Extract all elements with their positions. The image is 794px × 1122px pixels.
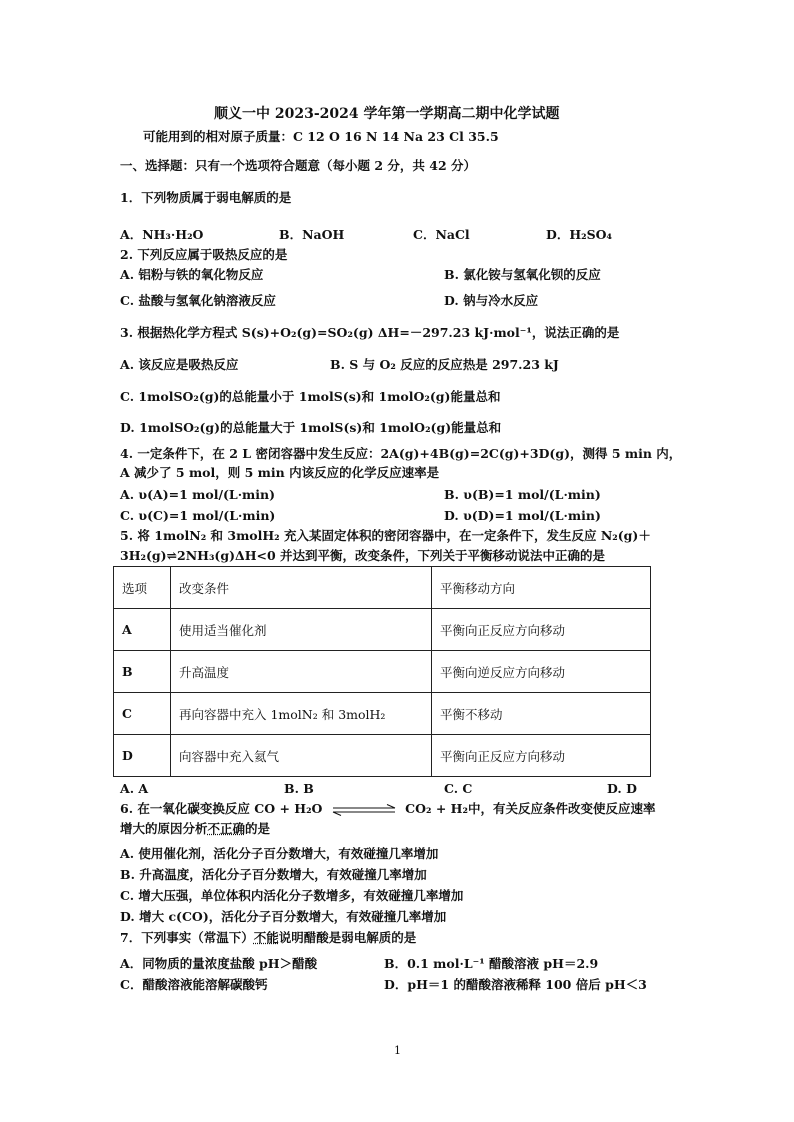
table-cell: 使用适当催化剂 xyxy=(171,609,432,651)
table-cell: 平衡向逆反应方向移动 xyxy=(432,651,651,693)
q7-stem xyxy=(120,930,416,946)
q7-option-a: A．同物质的量浓度盐酸 pH＞醋酸 xyxy=(120,956,318,971)
q5-option-d: D. D xyxy=(607,781,637,796)
q4-option-a: A. υ(A)=1 mol/(L·min) xyxy=(120,487,276,502)
q2-option-d: D. 钠与冷水反应 xyxy=(444,293,539,308)
q4-stem-line2: A 减少了 5 mol，则 5 min 内该反应的化学反应速率是 xyxy=(120,465,440,480)
table-row xyxy=(114,735,651,777)
q6-option-d: D. 增大 c(CO)，活化分子百分数增大，有效碰撞几率增加 xyxy=(120,909,447,924)
table-cell: B xyxy=(114,651,171,693)
q1-option-d: D．H₂SO₄ xyxy=(546,227,613,242)
q6-stem2-emphasis: 不正确 xyxy=(207,821,246,836)
q6-stem2-pre: 增大的原因分析 xyxy=(120,821,208,836)
q3-stem: 3. 根据热化学方程式 S(s)+O₂(g)=SO₂(g) ΔH=－297.23 kJ·mol⁻¹，说法正确的是 xyxy=(120,325,620,340)
q6-stem-post: CO₂ + H₂中，有关反应条件改变使反应速率 xyxy=(405,801,656,816)
atomic-masses: 可能用到的相对原子质量：C 12 O 16 N 14 Na 23 Cl 35.5 xyxy=(143,129,499,144)
table-cell: A xyxy=(114,609,171,651)
q6-option-c: C. 增大压强，单位体积内活化分子数增多，有效碰撞几率增加 xyxy=(120,888,464,903)
table-cell: D xyxy=(114,735,171,777)
table-row xyxy=(114,693,651,735)
q6-stem-line1 xyxy=(120,801,655,817)
q4-option-c: C. υ(C)=1 mol/(L·min) xyxy=(120,508,276,523)
q6-stem-line2 xyxy=(120,821,270,837)
table-header-cell: 选项 xyxy=(114,567,171,609)
q3-option-c: C. 1molSO₂(g)的总能量小于 1molS(s)和 1molO₂(g)能量总和 xyxy=(120,389,501,404)
q7-stem-post: 说明醋酸是弱电解质的是 xyxy=(278,930,417,945)
table-cell: C xyxy=(114,693,171,735)
q4-option-d: D. υ(D)=1 mol/(L·min) xyxy=(444,508,601,523)
table-row xyxy=(114,609,651,651)
page-title: 顺义一中 2023-2024 学年第一学期高二期中化学试题 xyxy=(214,106,560,122)
q1-option-b: B．NaOH xyxy=(279,227,345,242)
q5-table xyxy=(113,566,651,777)
q3-option-b: B. S 与 O₂ 反应的反应热是 297.23 kJ xyxy=(330,357,559,372)
q6-stem-pre: 6. 在一氧化碳变换反应 CO + H₂O xyxy=(120,801,323,816)
q4-option-b: B. υ(B)=1 mol/(L·min) xyxy=(444,487,601,502)
section-heading: 一、选择题：只有一个选项符合题意（每小题 2 分，共 42 分） xyxy=(120,158,477,173)
q3-option-d: D. 1molSO₂(g)的总能量大于 1molS(s)和 1molO₂(g)能量总和 xyxy=(120,420,502,435)
q1-option-a: A．NH₃·H₂O xyxy=(120,227,204,242)
table-header-cell: 改变条件 xyxy=(171,567,432,609)
q7-option-b: B．0.1 mol·L⁻¹ 醋酸溶液 pH＝2.9 xyxy=(384,956,599,971)
q7-stem-emphasis: 不能 xyxy=(253,930,279,945)
table-row xyxy=(114,651,651,693)
table-header-cell: 平衡移动方向 xyxy=(432,567,651,609)
table-cell: 平衡向正反应方向移动 xyxy=(432,609,651,651)
q7-option-d: D．pH＝1 的醋酸溶液稀释 100 倍后 pH＜3 xyxy=(384,977,647,992)
q5-stem-line2: 3H₂(g)⇌2NH₃(g)ΔH<0 并达到平衡，改变条件，下列关于平衡移动说法中正确的是 xyxy=(120,548,606,563)
q2-option-b: B. 氯化铵与氢氧化钡的反应 xyxy=(444,267,601,282)
q5-option-b: B. B xyxy=(284,781,314,796)
q6-option-a: A. 使用催化剂，活化分子百分数增大，有效碰撞几率增加 xyxy=(120,846,439,861)
q4-stem-line1: 4. 一定条件下，在 2 L 密闭容器中发生反应：2A(g)+4B(g)=2C(g)+3D(g)，测得 5 min 内， xyxy=(120,446,682,461)
q5-stem-line1: 5. 将 1molN₂ 和 3molH₂ 充入某固定体积的密闭容器中，在一定条件下，发生反应 N₂(g)＋ xyxy=(120,528,651,543)
q2-option-a: A. 铝粉与铁的氧化物反应 xyxy=(120,267,264,282)
q6-stem2-post: 的是 xyxy=(245,821,271,836)
q3-option-a: A. 该反应是吸热反应 xyxy=(120,357,239,372)
q7-stem-pre: 7．下列事实（常温下） xyxy=(120,930,254,945)
q1-stem: 1．下列物质属于弱电解质的是 xyxy=(120,190,292,205)
table-cell: 升高温度 xyxy=(171,651,432,693)
q6-option-b: B. 升高温度，活化分子百分数增大，有效碰撞几率增加 xyxy=(120,867,427,882)
table-cell: 再向容器中充入 1molN₂ 和 3molH₂ xyxy=(171,693,432,735)
table-cell: 平衡不移动 xyxy=(432,693,651,735)
q2-stem: 2. 下列反应属于吸热反应的是 xyxy=(120,247,288,262)
q1-option-c: C．NaCl xyxy=(413,227,470,242)
table-cell: 平衡向正反应方向移动 xyxy=(432,735,651,777)
q5-option-a: A. A xyxy=(120,781,149,796)
page-number: 1 xyxy=(394,1044,401,1057)
q5-option-c: C. C xyxy=(444,781,473,796)
table-cell: 向容器中充入氦气 xyxy=(171,735,432,777)
q7-option-c: C．醋酸溶液能溶解碳酸钙 xyxy=(120,977,268,992)
equilibrium-arrow-icon xyxy=(331,804,397,816)
table-header-row xyxy=(114,567,651,609)
q2-option-c: C. 盐酸与氢氧化钠溶液反应 xyxy=(120,293,276,308)
